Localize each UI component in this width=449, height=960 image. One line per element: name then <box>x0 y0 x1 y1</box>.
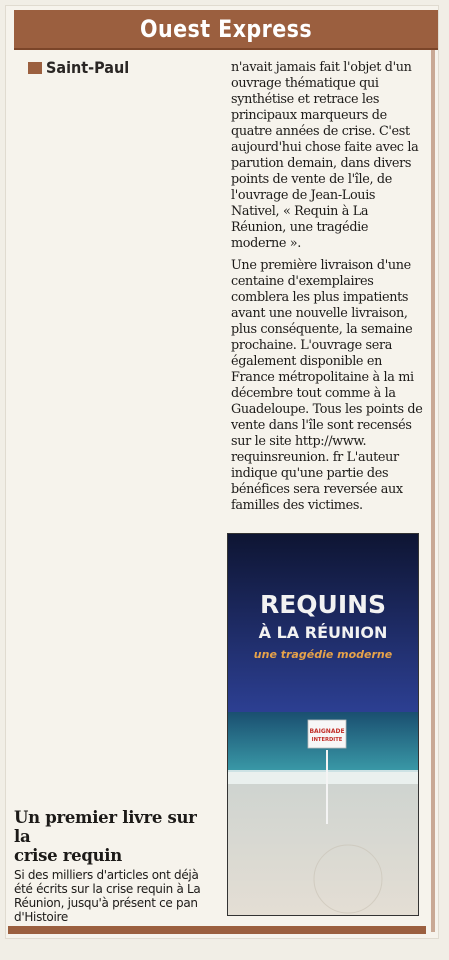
book-subtitle: une tragédie moderne <box>253 648 393 661</box>
masthead-title: Ouest Express <box>139 15 313 43</box>
page-footer-bar <box>8 926 426 934</box>
book-cover-photo <box>227 533 419 916</box>
column-rule <box>431 50 435 932</box>
article-headline <box>14 808 214 865</box>
headline-line-2: crise requin <box>14 846 122 865</box>
article-standfirst: Si des milliers d'articles ont déjà été écrits sur la crise requin à La Réunion, jusqu'à présent ce pan d'Histoire <box>14 868 201 924</box>
section-label: Saint-Paul <box>46 58 130 77</box>
sand-area <box>228 784 418 915</box>
article-intro <box>14 808 214 924</box>
article-body <box>231 60 424 520</box>
section-rubric <box>28 58 138 77</box>
book-title-line2: À LA RÉUNION <box>258 623 388 642</box>
headline-line-1: Un premier livre sur la <box>14 808 197 846</box>
sign-text-line2: INTERDITE <box>311 737 343 743</box>
section-marker-icon <box>28 62 42 74</box>
book-title-line1: REQUINS <box>259 590 387 619</box>
article-paragraph-1: n'avait jamais fait l'objet d'un ouvrage thématique qui synthétise et retrace les principaux marqueurs de quatre années de crise. C'est aujourd'hui chose faite avec la parution demain, dans divers points de vente de l'île, de l'ouvrage de Jean-Louis Nativel, « Requin à La Réunion, une tragédie moderne ». <box>231 60 419 251</box>
article-paragraph-2: Une première livraison d'une centaine d'exemplaires comblera les plus impatients avant une nouvelle livraison, plus conséquente, la semaine prochaine. L'ouvrage sera également disponible en France métropolitaine à la mi décembre tout comme à la Guadeloupe. Tous les points de vente dans l'île sont recensés sur le site http://www. requinsreunion. fr L'auteur indique qu'une partie des bénéfices sera reversée aux familles des victimes. <box>231 258 423 513</box>
masthead <box>14 10 438 50</box>
sign-text-line1: BAIGNADE <box>309 728 345 735</box>
wave-foam <box>228 770 418 784</box>
book-cover-image <box>228 534 418 915</box>
